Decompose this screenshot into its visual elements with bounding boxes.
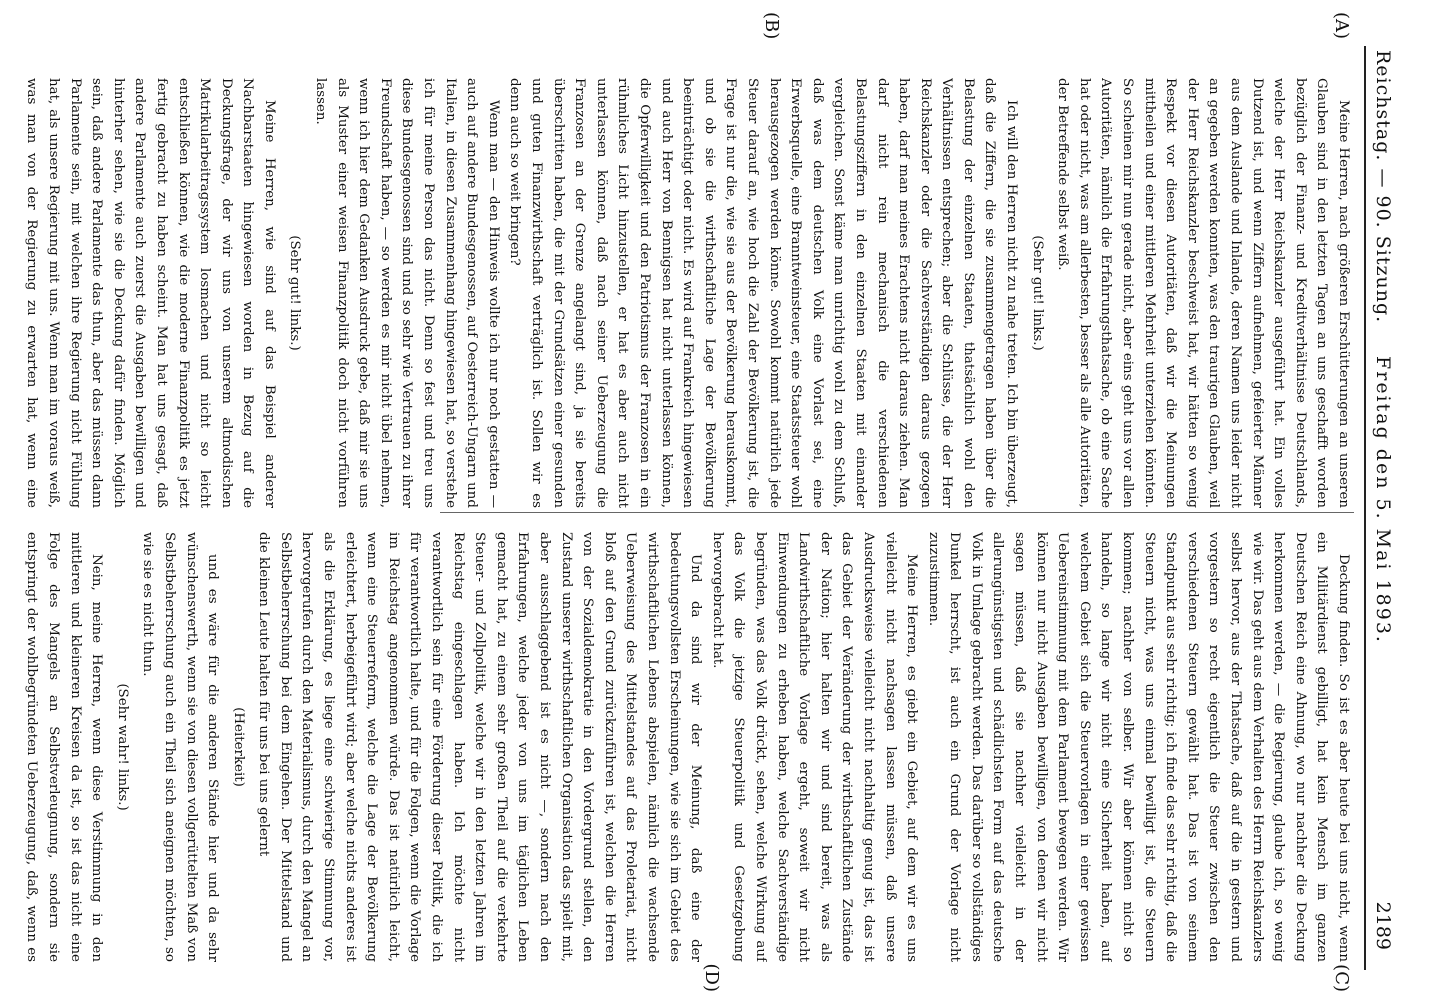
margin-marker-d: (D) [701,963,722,992]
paragraph: Nein, meine Herren, wenn diese Verstimmung in den mittleren und kleineren Kreisen da ist, so ist das nicht eine Folge des Mangels an Selbstverleugnung, sondern sie entspringt der wohlbegründeten Ueberzeugung, daß, wenn es [24,532,105,962]
paragraph: und es wäre für die anderen Stände hier und da sehr wünschenswerth, wenn sie von diesen vollgerüttelten Maß von Selbstbeherrschung auch ein Theil sich aneignen möchten, so wie sie es nicht thun. [140,532,221,962]
interjection: (Sehr wahr! links.) [114,683,130,811]
interjection: (Sehr gut! links.) [287,235,303,351]
paragraph: Wenn man — den Hinweis wollte ich nur noch gestatten — auch auf andere Bundesgenossen, auf Oesterreich-Ungarn und Italien, in diesen Zusammenhang hingewiesen hat, so verstehe ich für meine Person das nicht. Denn so fest und treu uns diese Bundesgenossen sind und so sehr wie Vertrauen zu ihrer Freundschaft haben, — so werden es mir nicht übel nehmen, wenn ich hier dem Gedanken Ausdruck gebe, daß mir sie uns als Muster einer weisen Finanzpolitik doch nicht vorführen lassen. [313,78,501,508]
page-header [1366,40,1398,960]
paragraph: Meine Herren, nach größeren Erschütterungen an unseren Glauben sind in den letzten Tagen an uns geschafft worden bezüglich der Finanz- und Kreditverhältnisse Deutschlands, welche der Herr Reichskanzler ausgeführt hat. Ein volles Dutzend ist, und wenn Ziffern aufnehmen, gefeierter Männer aus dem Auslande und Inlande, deren Namen uns leider nicht an gegeben werden konnten, was den traurigen Glauben, weil der Herr Reichskanzler beschweist hat, wir hätten so wenig Respekt vor diesen Autoritäten, daß wir die Meinungen mittheilen und einer mittleren Mehrheit unterziehen könnten. So scheinen mir nun gerade nicht, aber eins geht uns vor allen Autoritäten, nämlich die Erfahrungsthatsache, ob eine Sache hat oder nicht, was am allerbesten, besser als alle Autoritäten, der Betreffende selbst weiß. [1055,78,1351,508]
paragraph: Meine Herren, es giebt ein Gebiet, auf dem wir es uns vielleicht nicht nachsagen lassen müssen, daß unsere Ausdrucksweise vielleicht nicht nachhaltig genug ist, das ist das Gebiet der Veränderung der wirthschaftlichen Zustände der Nation; hier halten wir und sind bereit, was als Landwirthschaftliche Vorlage ergeht, soweit wir nicht Einwendungen zu erheben haben, welche Sachverständige begründen, was das Volk drückt, sehen, welche Wirkung auf das Volk die jetzige Steuerpolitik und Gesetzgebung hervorgebracht hat. [709,532,920,962]
paragraph: Meine Herren, wie sind auf das Beispiel anderer Nachbarstaaten hingewiesen worden in Bezug auf die Deckungsfrage, der wir uns von unserem altmodischen Matrikularbeitragssystem losmachen und nicht so leicht entschließen können, wie die moderne Finanzpolitik es jetzt fertig gebracht zu haben scheint. Man hat uns gesagt, daß andere Parlamente auch zuerst die Ausgaben bewilligen und hinterher sehen, wie sie die Deckung dafür finden. Möglich sein, daß andere Parlamente das thun, aber das müssen dann Parlamente sein, mit welchen ihre Regierung nicht Fühlung hat, als unsere Regierung mit uns. Wenn man im voraus weiß, was man von der Regierung zu erwarten hat, wenn eine [24,78,277,508]
paragraph: Und da sind wir der Meinung, daß eine der bedeutungsvollsten Erscheinungen, wie sie sich im Gebiet des wirthschaftlichen Lebens abspielen, nämlich die wachsende Ueberweisung des Mittelstandes auf das Proletariat, nicht bloß auf den Grund zurückzuführen ist, welchen die Herren von der Sozialdemokratie in den Vordergrund stellen, den Zustand unserer wirthschaftlichen Organisation das spielt mit, aber ausschlaggebend ist es nicht —, sondern nach den Erfahrungen, welche jeder von uns im täglichen Leben gemacht hat, zu einem sehr großen Theil auf die verkehrte Steuer- und Zollpolitik, welche wir in den letzten Jahren im Reichstag eingeschlagen haben. Ich möchte nicht verantwortlich sein für eine Förderung dieser Politik, die ich für verantwortlich halte, und für die Folgen, wenn die Vorlage im Reichstag angenommen würde. Das ist natürlich leicht, wenn eine Steuerreform, welche die Lage der Bevölkerung erleichtert, herbeigeführt wird; aber welche nichts anderes ist als die Erklärung, es liege eine schwierige Stimmung vor, hervorgerufen durch den Materialismus, durch den Mangel an Selbstbeherrschung bei dem Eingehen. Der Mittelstand und die kleinen Leute halten für uns bei uns gelernt [256,532,704,962]
left-text-column [20,78,1354,508]
column-divider [440,512,1354,513]
margin-marker-b: (B) [761,12,782,40]
page-number: 2189 [1372,901,1394,950]
paragraph: Deckung finden. So ist es aber heute bei uns nicht, wenn ein Militärdienst gebilligt, hat kein Mensch im ganzen Deutschen Reich eine Ahnung, wo nur nachher die Deckung herkommen werden, — die Regierung, glaube ich, so wenig wie wir. Das geht aus dem Verhalten des Herrn Reichskanzlers selbst hervor, aus der Thatsache, daß auf die in gestern und vorgestern so recht eigentlich die Steuer zwischen den verschiedenen Steuern gewählt hat. Das ist von seinem Standpunkt aus sehr richtig; ich finde das sehr richtig, daß die Steuern nicht, was uns einmal bewilligt ist, die Steuern kommen; nachher von selber. Wir aber können nicht so handeln, so lange wir nicht eine Sicherheit haben, auf welchem Gebiet sich die Steuervorlagen in einer gewissen Uebereinstimmung mit dem Parlament bewegen werden. Wir können nur nicht Ausgaben bewilligen, von denen wir nicht sagen müssen, daß sie nachher vielleicht in der allerungünstigsten und schädlichsten Form auf das deutsche Volk in Umlage gebracht werden. Das darüber so vollständiges Dunkel herrscht, ist auch ein Grund der Vorlage nicht zuzustimmen. [925,532,1351,962]
margin-marker-c: (C) [1331,964,1352,992]
header-rule [1364,46,1366,970]
paragraph: Ich will den Herren nicht zu nahe treten. Ich bin überzeugt, daß die Ziffern, die sie zusammengetragen haben über die Belastung der einzelnen Staaten, thatsächlich wohl den Verhältnissen entsprechen; aber die Schlüsse, die der Herr Reichskanzler oder die Sachverständigen daraus gezogen haben, darf man meines Erachtens nicht daraus ziehen. Man darf nicht rein mechanisch die verschiedenen Belastungsziffern in den einzelnen Staaten mit einander vergleichen. Sonst käme man unrichtig wohl zu dem Schluß, daß was dem deutschen Volk eine Vorlast sei, eine Erwerbsquelle, eine Branntweinsteuer, eine Staatssteuer wohl herausgezogen werden könne. Sowohl kommt natürlich jede Steuer darauf an, wie hoch die Zahl der Bevölkerung ist, die Frage ist nur die, wie sie aus der Bevölkerung herauskommt, und ob sie die wirthschaftliche Lage der Bevölkerung beeinträchtigt oder nicht. Es wird auf Frankreich hingewiesen und auch Herr von Bennigsen hat nicht unterlassen können, die Opferwilligkeit und den Patriotismus der Franzosen in ein rühmliches Licht hinzustellen, er hat es aber auch nicht unterlassen können, daß nach seiner Ueberzeugung die Franzosen an der Grenze angelangt sind, ja sie bereits überschritten haben, die mit der Grundsätzen einer gesunden und guten Finanzwirthschaft verträglich ist. Sollen wir es denn auch so weit bringen? [507,78,1020,508]
margin-marker-a: (A) [1331,12,1352,40]
header-date: Freitag den 5. Mai 1893. [1372,356,1394,644]
interjection: (Heiterkeit) [230,707,246,787]
right-text-column [20,532,1354,962]
header-session: Reichstag. — 90. Sitzung. [1372,50,1394,324]
interjection: (Sehr gut! links.) [1029,235,1045,351]
